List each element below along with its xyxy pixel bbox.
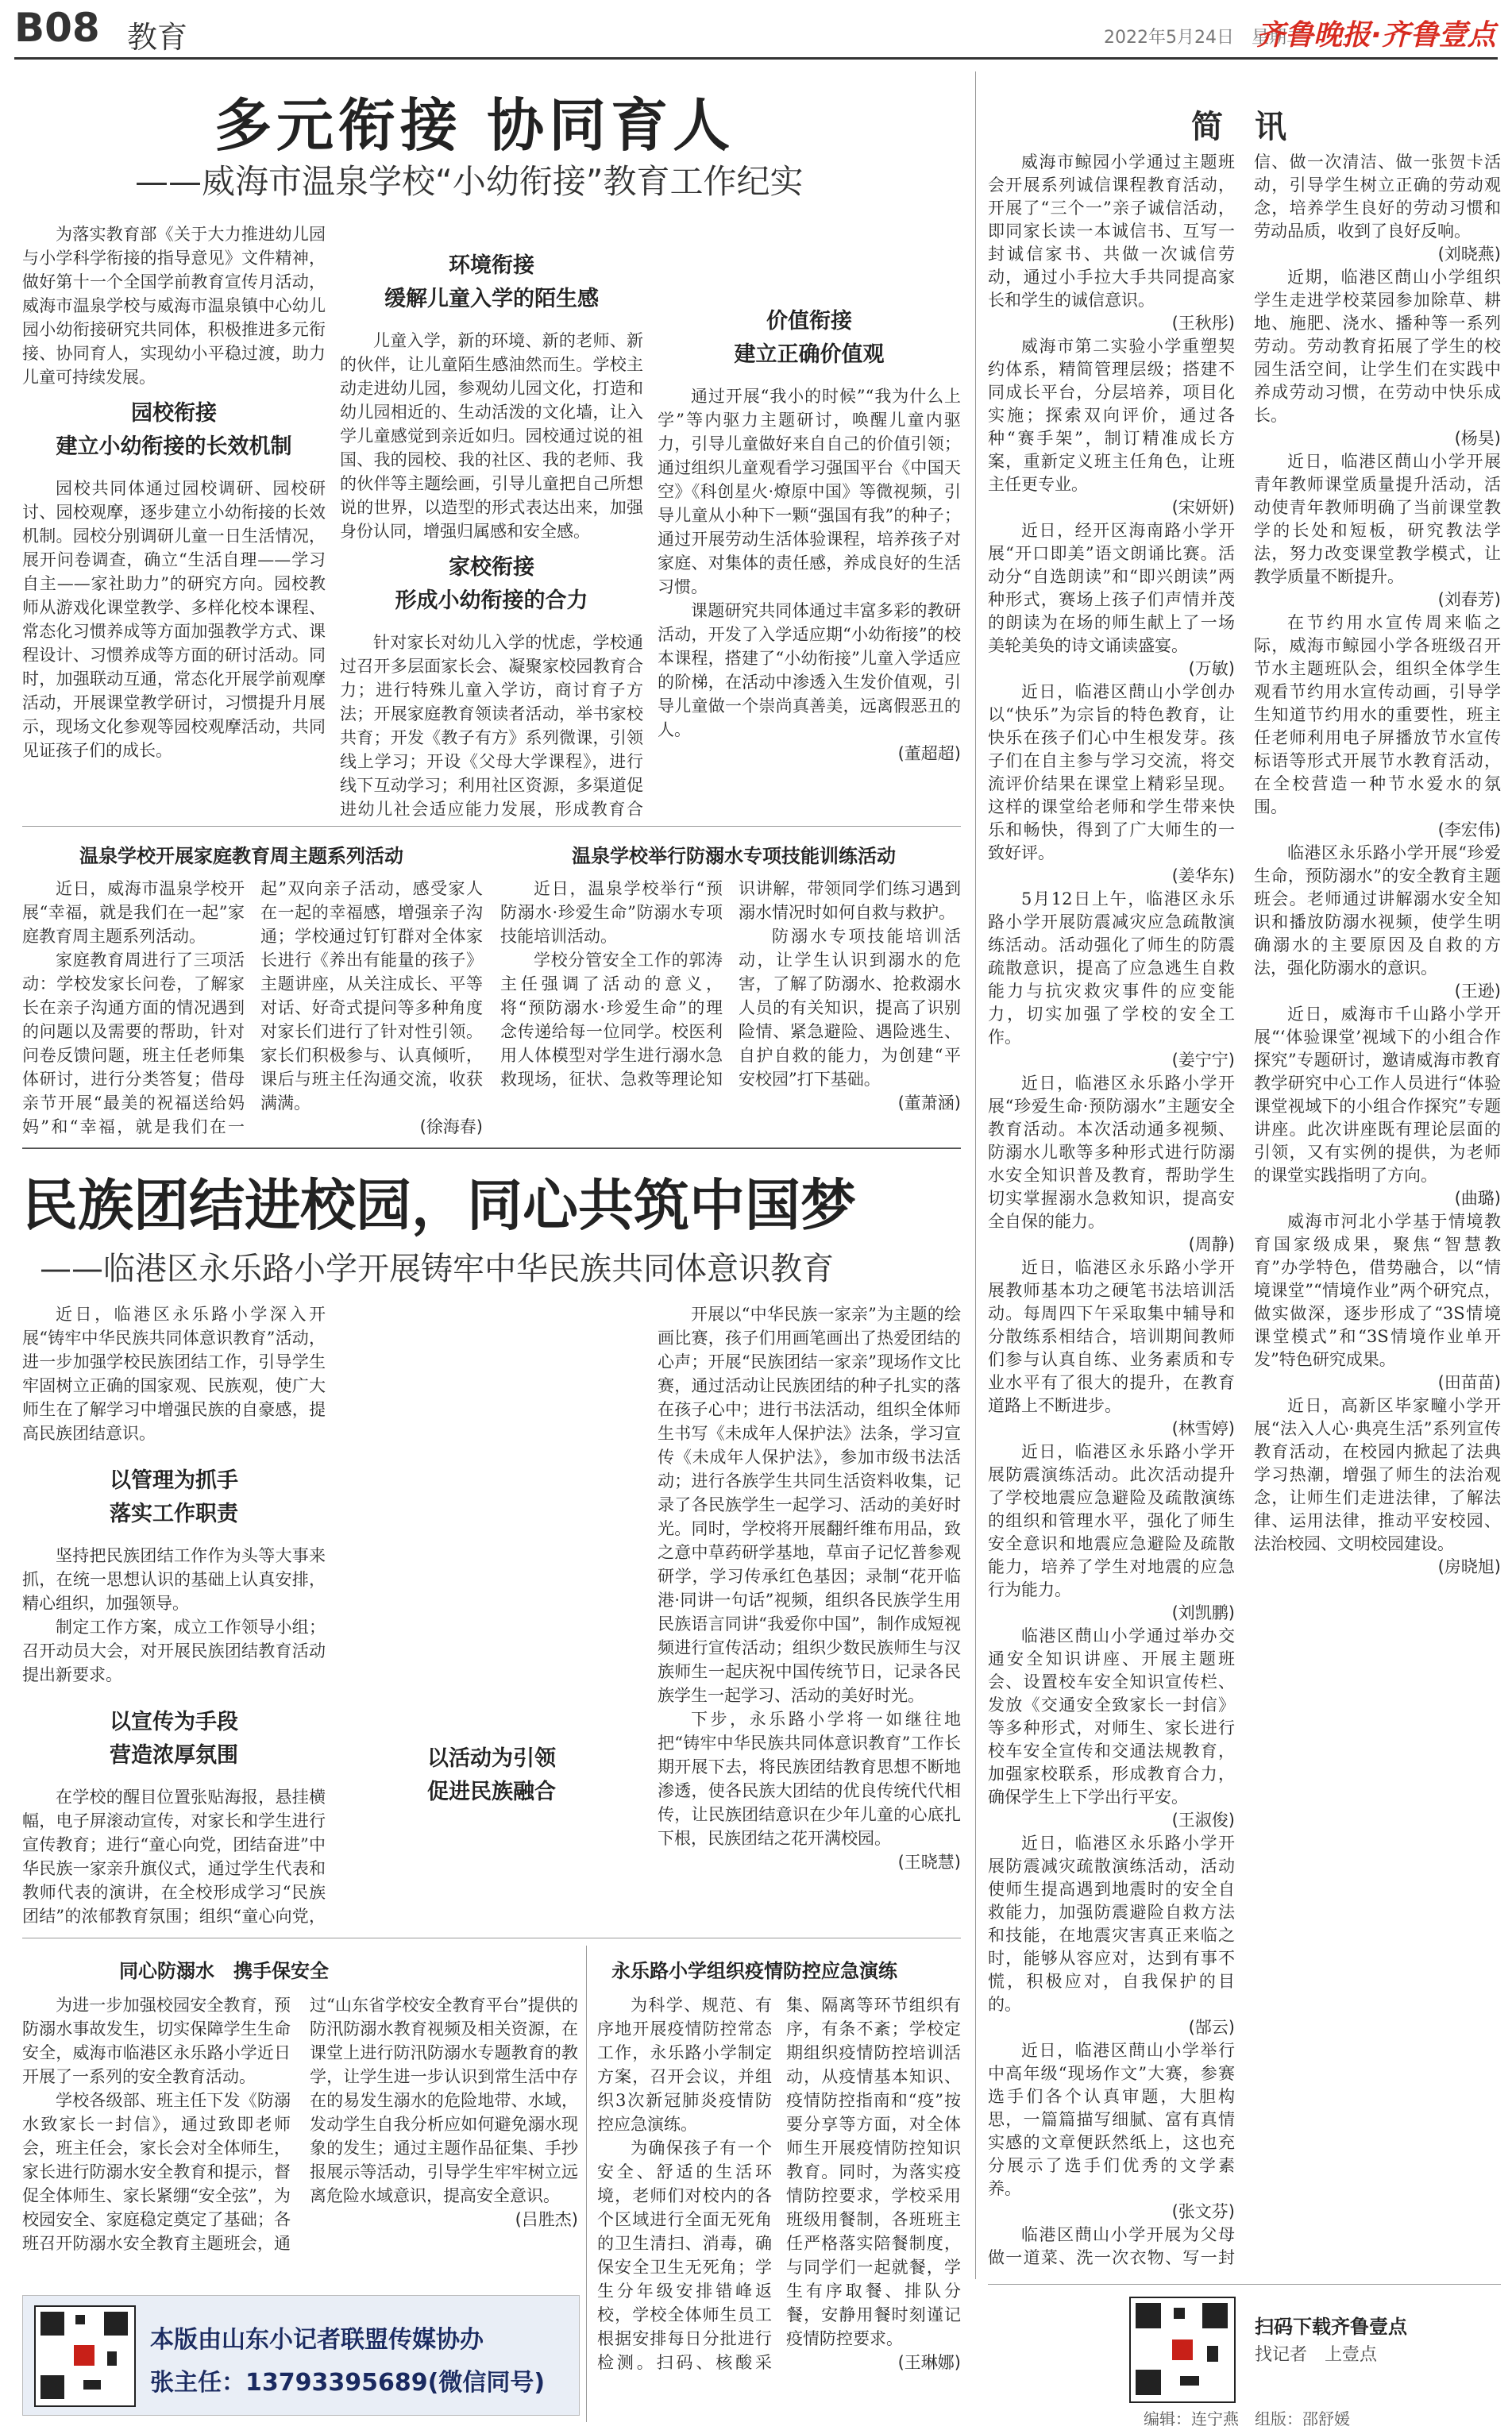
box3-byline: (吕胜杰)	[515, 2210, 578, 2229]
article1-section4-text-2: 课题研究共同体通过丰富多彩的教研活动，开发了入学适应期“小幼衔接”的校本课程，搭建了“小幼衔接”儿童入学适应的阶梯，在活动中渗透入生发价值观，引导儿童做一个崇尚真善美，远离假恶丑的人。	[658, 601, 961, 739]
article1-section3-text: 针对家长对幼儿入学的忧虑，学校通过召开多层面家长会、凝聚家校园教育合力；进行特殊儿童入学访，商讨育子方法；开展家庭教育领读者活动，举书家校共育；开发《教子有方》系列微课，引领线上学习；开设《父母大学课程》，进行线下互动学习；利用社区资源，多渠道促进幼儿社会适应能力发展，形成教育合	[340, 633, 643, 818]
sponsor-qr-code	[34, 2305, 136, 2407]
brief-item-byline: (王逊)	[1454, 982, 1501, 1001]
box1-text-1: 近日，威海市温泉学校开展“幸福，就是我们在一起”家庭教育周主题系列活动。	[22, 879, 245, 946]
article2-intro: 近日，临港区永乐路小学深入开展“铸牢中华民族共同体意识教育”活动，进一步加强学校民族团结工作，引导学生牢固树立正确的国家观、民族观，使广大师生在了解学习中增强民族的自豪感，提高民族团结意识。	[22, 1305, 326, 1443]
box4-body	[597, 1993, 961, 2422]
brief-item-text: 5月12日上午，临港区永乐路小学开展防震减灾应急疏散演练活动。活动强化了师生的防震疏散意识，提高了应急逃生自救能力与抗灾救灾事件的应变能力，切实加强了学校的安全工作。	[988, 889, 1235, 1047]
article2-section3-subtitle: 促进民族融合	[427, 1780, 556, 1804]
article1-section1-title: 园校衔接	[131, 401, 217, 426]
divider	[586, 1946, 587, 2422]
sponsor-line-1: 本版由山东小记者联盟传媒协办	[150, 2326, 484, 2354]
brief-item-text: 在节约用水宣传周来临之际，威海市鲸园小学各班级召开节水主题班队会，组织全体学生观看节约用水宣传动画，引导学生知道节约用水的重要性，班主任老师利用电子屏播放节水宣传标语等形式开展节水教育活动，在全校营造一种节水爱水的氛围。	[1254, 613, 1501, 816]
brief-item-byline: (周静)	[1188, 1235, 1235, 1254]
box2-body	[500, 877, 961, 1139]
article2-section3-text: 开展以“中华民族一家亲”为主题的绘画比赛，孩子们用画笔画出了热爱团结的心声；开展“民族团结一家亲”现场作文比赛，通过活动让民族团结的种子扎实的落在孩子心中；进行书法活动，组织全体师生书写《未成年人保护法》法条，学习宣传《未成年人保护法》，参加市级书法活动；进行各族学生共同生活资料收集，记录了各民族学生一起学习、活动的美好时光。同时，学校将开展翻纤维布用品，致之意中草药研学基地，草亩子记忆普参观研学，学习传承红色基因；录制“花开临港·同讲一句话”视频，组织各民族学生用民族语言同讲“我爱你中国”，制作成短视频进行宣传活动；组织少数民族师生与汉族师生一起庆祝中国传统节日，记录各民族学生一起学习、活动的美好时光。	[658, 1305, 961, 1705]
brief-item-text: 近日，威海市千山路小学开展“‘体验课堂’视域下的小组合作探究”专题研讨，邀请威海市教育教学研究中心工作人员进行“体验课堂视域下的小组合作探究”专题讲座。此次讲座既有理论层面的引领，又有实例的提供，为老师的课堂实践指明了方向。	[1254, 1005, 1501, 1185]
sponsor-box	[22, 2295, 580, 2416]
brief-item-byline: (刘春芳)	[1437, 590, 1501, 609]
article1-intro: 为落实教育部《关于大力推进幼儿园与小学科学衔接的指导意见》文件精神，做好第十一个全国学前教育宣传月活动，威海市温泉学校与威海市温泉镇中心幼儿园小幼衔接研究共同体，积极推进多元衔接、协同育人，实现幼小平稳过渡，助力儿童可持续发展。	[22, 225, 326, 387]
brief-item-text: 临港区蔄山小学开展为父母做一道菜、洗一次衣物、写一封信、做一次清洁、做一张贺卡活动，引导学生树立正确的劳动观念，培养学生良好的劳动习惯和劳动品质，收到了良好反响。	[988, 152, 1501, 2267]
article2-section2-title: 以宣传为手段	[110, 1710, 238, 1734]
article1-section4-title: 价值衔接	[766, 309, 852, 334]
sponsor-line-2: 张主任：13793395689(微信同号)	[150, 2369, 546, 2397]
brief-item-byline: (杨昊)	[1454, 429, 1501, 448]
article1-column-1	[22, 222, 326, 818]
article1-byline: (董超超)	[897, 744, 961, 763]
article2-column-1	[22, 1302, 326, 1930]
brief-item-byline: (刘凯鹏)	[1171, 1603, 1235, 1622]
brief-item-byline: (房晓旭)	[1437, 1557, 1501, 1576]
box4-byline: (王琳娜)	[897, 2353, 961, 2372]
box1-body	[22, 877, 483, 1139]
brief-item-byline: (张文芬)	[1171, 2202, 1235, 2221]
app-qr-code	[1129, 2297, 1236, 2403]
download-line-1: 扫码下载齐鲁壹点	[1255, 2316, 1407, 2338]
article2-section1-title: 以管理为抓手	[110, 1468, 238, 1493]
brief-item-text: 威海市鲸园小学通过主题班会开展系列诚信课程教育活动，开展了“三个一”亲子诚信活动，即同家长读一本诚信书、互写一封诚信家书、共做一次诚信劳动，通过小手拉大手共同提高家长和学生的诚信意识。	[988, 152, 1235, 310]
article1-subheadline: ——威海市温泉学校“小幼衔接”教育工作纪实	[135, 162, 804, 201]
box4-title: 永乐路小学组织疫情防控应急演练	[611, 1960, 897, 1982]
article1-section4-subtitle: 建立正确价值观	[734, 342, 885, 367]
brief-item-byline: (王淑俊)	[1171, 1811, 1235, 1830]
box3-title: 同心防溺水 携手保安全	[119, 1960, 329, 1982]
box2-title: 温泉学校举行防溺水专项技能训练活动	[572, 845, 896, 867]
newspaper-brand: 齐鲁晚报·齐鲁壹点	[1256, 19, 1496, 52]
brief-item-text: 近日，经开区海南路小学开展“开口即美”语文朗诵比赛。活动分“自选朗读”和“即兴朗读”两种形式，赛场上孩子们声情并茂的朗读为在场的师生献上了一场美轮美奂的诗文诵读盛宴。	[988, 521, 1235, 655]
article2-column-2	[340, 1302, 643, 1930]
header-rule	[14, 57, 1498, 60]
box1-text-2: 家庭教育周进行了三项活动：学校发家长问卷，了解家长在亲子沟通方面的情况遇到的问题以及需要的帮助，针对问卷反馈问题，班主任老师集体研讨，进行分类答复；借母亲节开展“最美的祝福送给妈妈”和“幸福，就是我们在一起”双向亲子活动，感受家人在一起的幸福感，增强亲子沟通；学校通过钉钉群对全体家长进行《养出有能量的孩子》主题讲座，从关注成长、平等对话、好奇式提问等多种角度对家长们进行了针对性引领。家长们积极参与、认真倾听，课后与班主任沟通交流，收获满满。	[22, 879, 483, 1136]
brief-item-byline: (李宏伟)	[1437, 820, 1501, 839]
brief-item-text: 近日，临港区永乐路小学开展“珍爱生命·预防溺水”主题安全教育活动。本次活动通多视频、防溺水儿歌等多种形式进行防溺水安全知识普及教育，帮助学生切实掌握溺水急救知识，提高安全自保的能力。	[988, 1074, 1235, 1231]
box4-text-2: 为确保孩子有一个安全、舒适的生活环境，老师们对校内的各个区域进行全面无死角的卫生清扫、消毒，确保安全卫生无死角；学生分年级安排错峰返校，学校全体师生员工根据安排每日分批进行检测。扫码、核酸采集、隔离等环节组织有序，有条不紊；学校定期组织疫情防控培训活动，从疫情基本知识、疫情防控指南和“疫”按要分享等方面，对全体师生开展疫情防控知识教育。同时，为落实疫情防控要求，学校采用班级用餐制，各班班主任严格落实陪餐制度，与同学们一起就餐，学生有序取餐、排队分餐，安静用餐时刻谨记疫情防控要求。	[597, 1996, 961, 2372]
box3-text-1: 为进一步加强校园安全教育，预防溺水事故发生，切实保障学生生命安全，威海市临港区永乐路小学近日开展了一系列的安全教育活动。	[22, 1996, 291, 2086]
article2-section2-text: 在学校的醒目位置张贴海报，悬挂横幅，电子屏滚动宣传，对家长和学生进行宣传教育；进行“童心向党，团结奋进”中华民族一家亲升旗仪式，通过学生代表和教师代表的演讲，在全校形成学习“民族团结”的浓郁教育氛围；组织“童心向党，	[22, 1788, 326, 1926]
brief-item-text: 威海市第二实验小学重塑契约体系，精简管理层级；搭建不同成长平台，分层培养，项目化实施；探索双向评价，通过各种“赛手架”，制订精准成长方案，重新定义班主任角色，让班主任更专业。	[988, 337, 1235, 494]
section-name: 教育	[127, 20, 188, 55]
brief-item-byline: (宋妍妍)	[1171, 498, 1235, 517]
box1-title: 温泉学校开展家庭教育周主题系列活动	[79, 845, 403, 867]
box3-body	[22, 1993, 578, 2284]
article1-section3-title: 家校衔接	[449, 555, 534, 580]
brief-item-byline: (郜云)	[1188, 2018, 1235, 2037]
divider	[988, 2284, 1501, 2285]
brief-item-text: 近日，临港区蔄山小学举行中高年级“现场作文”大赛，参赛选手们各个认真审题，大胆构思，一篇篇描写细腻、富有真情实感的文章便跃然纸上，这也充分展示了选手们优秀的文学素养。	[988, 2041, 1235, 2198]
issue-date: 2022年5月24日 星期二	[1104, 28, 1304, 48]
article1-section4-text: 通过开展“我小的时候”“我为什么上学”等内驱力主题研讨，唤醒儿童内驱力，引导儿童做好来自自己的价值引领；通过组织儿童观看学习强国平台《中国天空》《科创星火·燎原中国》等微视频，引导儿童从小种下一颗“强国有我”的种子；通过开展劳动生活体验课程，培养孩子对家庭、对集体的责任感，养成良好的生活习惯。	[658, 387, 961, 596]
article1-section2-subtitle: 缓解儿童入学的陌生感	[384, 287, 599, 311]
box1-byline: (徐海春)	[419, 1117, 483, 1136]
article1-column-2	[340, 222, 643, 818]
article2-section1-text-2: 制定工作方案，成立工作领导小组；召开动员大会，对开展民族团结教育活动提出新要求。	[22, 1618, 326, 1684]
article1-section1-text: 园校共同体通过园校调研、园校研讨、园校观摩，逐步建立小幼衔接的长效机制。园校分别调研儿童一日生活情况，展开问卷调查，确立“生活自理——学习自主——家社助力”的研究方向。园校教师从游戏化课堂教学、多样化校本课程、常态化习惯养成等方面加强教学方式、课程设计、习惯养成等方面的研讨活动。同时，加强联动互通，常态化开展学前观摩活动，开展课堂教学研讨，习惯提升月展示，现场文化参观等园校观摩活动，共同见证孩子们的成长。	[22, 479, 326, 760]
brief-item-byline: (王秋彤)	[1171, 314, 1235, 333]
article2-section1-text: 坚持把民族团结工作作为头等大事来抓，在统一思想认识的基础上认真安排，精心组织，加强领导。	[22, 1546, 326, 1613]
box3-text-2: 学校各级部、班主任下发《防溺水致家长一封信》，通过致即老师会，班主任会，家长会对全体师生，家长进行防溺水安全教育和提示，督促全体师生、家长紧绷“安全弦”，为校园安全、家庭稳定奠定了基础；各班召开防溺水安全教育主题班会，通过“山东省学校安全教育平台”提供的防汛防溺水教育视频及相关资源，在课堂上进行防汛防溺水专题教育的教学，让学生进一步认识到常生活中存在的易发生溺水的危险地带、水域，发动学生自我分析应如何避免溺水现象的发生；通过主题作品征集、手抄报展示等活动，引导学生牢牢树立远离危险水域意识，提高安全意识。	[22, 1996, 578, 2253]
brief-item-text: 近日，临港区蔄山小学开展青年教师课堂质量提升活动，活动使青年教师明确了当前课堂教学的长处和短板，研究教法学法，努力改变课堂教学模式，让教学质量不断提升。	[1254, 452, 1501, 586]
brief-item-text: 近日，临港区永乐路小学开展防震演练活动。此次活动提升了学校地震应急避险及疏散演练的组织和管理水平，强化了师生安全意识和地震应急避险及疏散能力，培养了学生对地震的应急行为能力。	[988, 1442, 1235, 1599]
article2-section3-title: 以活动为引领	[427, 1746, 556, 1771]
box2-text-1: 近日，温泉学校举行“预防溺水·珍爱生命”防溺水专项技能培训活动。	[500, 879, 723, 946]
brief-item-byline: (万敏)	[1188, 659, 1235, 678]
brief-item-byline: (林雪婷)	[1171, 1419, 1235, 1438]
article2-section2-subtitle: 营造浓厚氛围	[110, 1743, 238, 1768]
article1-headline: 多元衔接 协同育人	[214, 92, 735, 159]
divider	[22, 826, 961, 827]
brief-item-text: 近日，临港区蔄山小学创办以“快乐”为宗旨的特色教育，让快乐在孩子们心中生根发芽。孩子们在自主参与学习交流，将交流评价结果在课堂上精彩呈现。这样的课堂给老师和学生带来快乐和畅快，得到了广大师生的一致好评。	[988, 682, 1235, 862]
brief-item-text: 临港区蔄山小学通过举办交通安全知识讲座、开展主题班会、设置校车安全知识宣传栏、发放《交通安全致家长一封信》等多种形式，对师生、家长进行校车安全宣传和交通法规教育，加强家校联系，形成教育合力，确保学生上下学出行平安。	[988, 1626, 1235, 1807]
article2-byline: (王晓慧)	[897, 1853, 961, 1872]
brief-item-text: 近日，临港区永乐路小学开展防震减灾疏散演练活动，活动使师生提高遇到地震时的安全自救能力，加强防震避险自救方法和技能，在地震灾害真正来临之时，能够从容应对，达到有事不慌，积极应对，自我保护的目的。	[988, 1834, 1235, 2014]
box2-text-2: 学校分管安全工作的郭涛主任强调了活动的意义，将“预防溺水·珍爱生命”的理念传递给每一位同学。校医利用人体模型对学生进行溺水急救现场，征状、急救等理论知识讲解，带领同学们练习遇到溺水情况时如何自救与救护。	[500, 879, 961, 1089]
briefs-body	[988, 151, 1501, 2279]
download-line-2: 找记者 上壹点	[1255, 2345, 1378, 2365]
brief-item-text: 威海市河北小学基于情境教育国家级成果，聚焦“智慧教育”办学特色，借势融合，以“情境课堂”“情境作业”两个研究点，做实做深，逐步形成了“3S情境课堂模式”和“3S情境作业单开发”特色研究成果。	[1254, 1212, 1501, 1369]
brief-item-text: 近期，临港区蔄山小学组织学生走进学校菜园参加除草、耕地、施肥、浇水、播种等一系列劳动。劳动教育拓展了学生的校园生活空间，让学生们在实践中养成劳动习惯，在劳动中快乐成长。	[1254, 268, 1501, 425]
brief-item-byline: (姜宁宁)	[1171, 1051, 1235, 1070]
briefs-title: 简讯	[1191, 109, 1318, 145]
divider	[975, 71, 976, 2279]
article1-column-3	[658, 222, 961, 818]
box2-byline: (董萧涵)	[897, 1094, 961, 1113]
box2-text-3: 防溺水专项技能培训活动，让学生认识到溺水的危害，了解了防溺水、抢救溺水人员的有关知识，提高了识别险情、紧急避险、遇险逃生、自护自救的能力，为创建“平安校园”打下基础。	[739, 927, 961, 1089]
brief-item-text: 临港区永乐路小学开展“珍爱生命，预防溺水”的安全教育主题班会。老师通过讲解溺水安全知识和播放防溺水视频，使学生明确溺水的主要原因及自救的方法，强化防溺水的意识。	[1254, 843, 1501, 978]
brief-item-byline: (曲璐)	[1454, 1189, 1501, 1208]
article2-subheadline: ——临港区永乐路小学开展铸牢中华民族共同体意识教育	[40, 1251, 834, 1287]
divider	[22, 1148, 961, 1149]
article1-section2-title: 环境衔接	[449, 253, 534, 278]
brief-item-text: 近日，临港区永乐路小学开展教师基本功之硬笔书法培训活动。每周四下午采取集中辅导和分散练系相结合，培训期间教师们参与认真自练、业务素质和专业水平有了很大的提升，在教育道路上不断进步。	[988, 1258, 1235, 1415]
brief-item-byline: (姜华东)	[1171, 866, 1235, 885]
section-number: B08	[14, 5, 100, 51]
article1-section3-subtitle: 形成小幼衔接的合力	[395, 588, 588, 613]
brief-item-text: 近日，高新区毕家疃小学开展“法入人心·典亮生活”系列宣传教育活动，在校园内掀起了法典学习热潮，增强了师生的法治观念，让师生们走进法律，了解法律、运用法律，推动平安校园、法治校园、文明校园建设。	[1254, 1396, 1501, 1553]
article2-headline: 民族团结进校园，同心共筑中国梦	[22, 1173, 856, 1238]
article2-section3-text-2: 下步，永乐路小学将一如继往地把“铸牢中华民族共同体意识教育”工作长期开展下去，将民族团结教育思想不断地渗透，使各民族大团结的优良传统代代相传，让民族团结意识在少年儿童的心底扎下根，民族团结之花开满校园。	[658, 1710, 961, 1848]
article2-column-3	[658, 1302, 961, 1930]
article2-section1-subtitle: 落实工作职责	[110, 1502, 238, 1526]
box4-text-1: 为科学、规范、有序地开展疫情防控常态工作，永乐路小学制定方案，召开会议，并组织3次新冠肺炎疫情防控应急演练。	[597, 1996, 772, 2134]
article1-section1-subtitle: 建立小幼衔接的长效机制	[56, 434, 292, 459]
page-credits: 编辑：连宁燕 组版：邵舒媛	[1144, 2409, 1350, 2428]
article1-section2-text: 儿童入学，新的环境、新的老师、新的伙伴，让儿童陌生感油然而生。学校主动走进幼儿园，参观幼儿园文化，打造和幼儿园相近的、生动活泼的文化墙，让入学儿童感觉到亲近如归。园校通过说的祖国、我的园校、我的社区、我的老师、我的伙伴等主题绘画，引导儿童把自己所想说的世界，以造型的形式表达出来，加强身份认同，增强归属感和安全感。	[340, 331, 643, 541]
brief-item-byline: (田苗苗)	[1437, 1373, 1501, 1392]
brief-item-byline: (刘晓燕)	[1437, 245, 1501, 264]
